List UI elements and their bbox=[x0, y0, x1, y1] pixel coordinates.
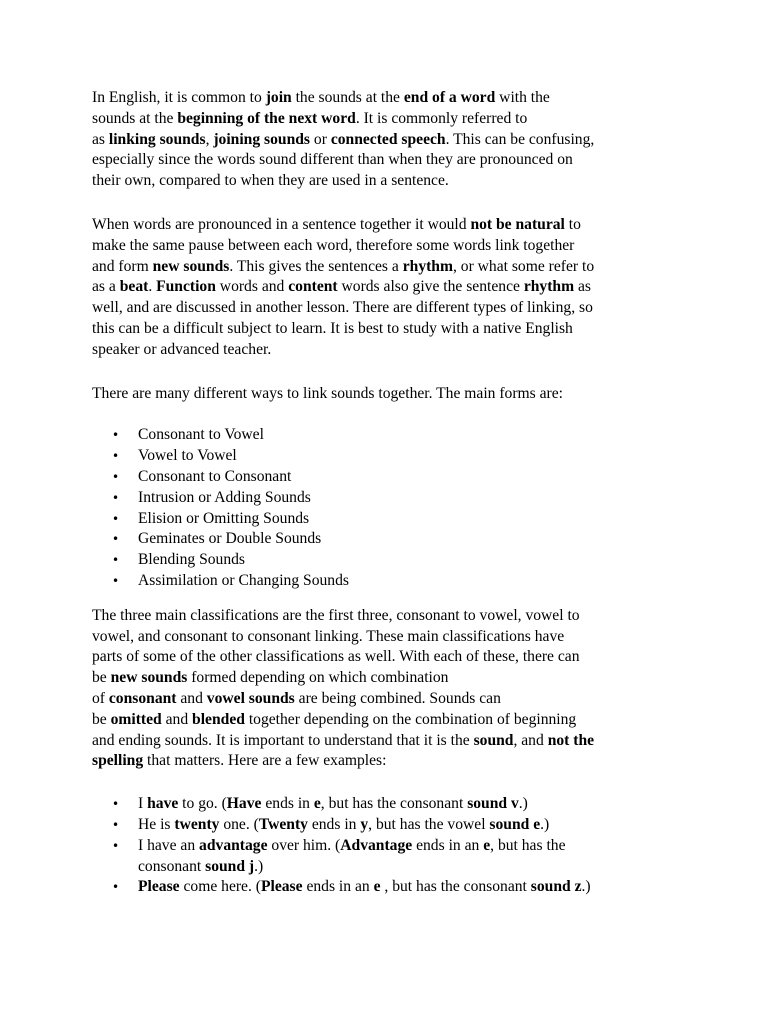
example-item bbox=[92, 794, 682, 815]
bold-term: blended bbox=[192, 710, 245, 728]
bullet-icon: • bbox=[112, 880, 120, 895]
bold-term: end of a word bbox=[403, 89, 496, 106]
rhythm-paragraph bbox=[92, 215, 682, 361]
bold-term: advantage bbox=[199, 836, 268, 854]
text-run: ends in bbox=[261, 795, 314, 813]
text-run: one. ( bbox=[219, 815, 259, 833]
bold-term: twenty bbox=[174, 815, 220, 833]
bold-term: e bbox=[483, 836, 491, 854]
text-run: .) bbox=[581, 878, 591, 896]
bold-term: joining sounds bbox=[213, 130, 311, 148]
list-item-label: Intrusion or Adding Sounds bbox=[138, 488, 311, 506]
bold-term: Please bbox=[260, 878, 303, 896]
list-item bbox=[92, 425, 682, 446]
text-run: , bbox=[205, 130, 214, 148]
text-run: He is bbox=[138, 815, 175, 833]
text-run: I have an bbox=[138, 836, 200, 854]
example-text bbox=[138, 816, 549, 833]
bullet-icon: • bbox=[112, 553, 120, 568]
bold-term: sound j bbox=[205, 857, 255, 875]
bullet-icon: • bbox=[112, 449, 120, 464]
text-run: with the sounds at the bbox=[92, 89, 550, 127]
text-run: to make the same pause between each word, therefore some words link together and form bbox=[92, 215, 581, 275]
list-item bbox=[92, 509, 682, 530]
bold-term: Twenty bbox=[258, 815, 308, 833]
text-run: ends in an bbox=[302, 878, 374, 896]
bold-term: not the spelling bbox=[92, 731, 595, 770]
bold-term: consonant bbox=[108, 689, 177, 707]
example-item bbox=[92, 836, 682, 878]
bullet-icon: • bbox=[112, 838, 120, 853]
bold-term: e bbox=[373, 878, 381, 896]
text-run: words also give the sentence bbox=[337, 278, 524, 296]
intro-paragraph bbox=[92, 88, 682, 192]
bold-term: rhythm bbox=[402, 257, 453, 275]
text-run: or bbox=[310, 130, 331, 148]
bold-term: Have bbox=[226, 795, 262, 813]
text-run: as well, and are discussed in another lesson. There are different types of linking, so this can be a difficult subject to learn. It is best to study with a native English speaker or advanced teacher. bbox=[92, 278, 593, 358]
list-item bbox=[92, 571, 682, 592]
text-run: . This gives the sentences a bbox=[229, 257, 403, 275]
bold-term: have bbox=[147, 795, 179, 813]
text-run: .) bbox=[540, 815, 550, 833]
text-run: together depending on the combination of beginning and ending sounds. It is important to understand that it is the bbox=[92, 710, 577, 749]
text-run: to go. ( bbox=[178, 795, 227, 813]
bold-term: Please bbox=[138, 878, 180, 896]
bullet-icon: • bbox=[112, 511, 120, 526]
bullet-icon: • bbox=[112, 428, 120, 443]
text-run: .) bbox=[254, 857, 264, 875]
text-run: In English, it is common to bbox=[92, 89, 266, 106]
list-item bbox=[92, 467, 682, 488]
bold-term: Advantage bbox=[340, 836, 413, 854]
list-item-label: Assimilation or Changing Sounds bbox=[138, 571, 349, 589]
text-run: The three main classifications are the first three, consonant to vowel, vowel to vowel, and consonant to consonant linking. These main classifications have parts of some of the other classifications as well. With each of these, there can be bbox=[92, 606, 580, 687]
text-run: , but has the consonant bbox=[138, 836, 566, 875]
bold-term: sound bbox=[473, 731, 514, 749]
list-item-label: Geminates or Double Sounds bbox=[138, 530, 322, 548]
bold-term: beginning of the next word bbox=[177, 109, 356, 127]
bold-term: not be natural bbox=[470, 215, 565, 233]
list-item-label: Elision or Omitting Sounds bbox=[138, 509, 310, 527]
bullet-icon: • bbox=[112, 532, 120, 547]
bullet-icon: • bbox=[112, 573, 120, 588]
text-run: are being combined. Sounds can be bbox=[92, 689, 501, 728]
text-run: . This can be confusing, especially since the words sound different than when they are pronounced on their own, compared to when they are used in a sentence. bbox=[92, 130, 595, 190]
text-run: ends in an bbox=[412, 836, 484, 854]
text-run: , but has the consonant bbox=[320, 795, 468, 813]
bold-term: join bbox=[265, 89, 292, 106]
list-item-label: Vowel to Vowel bbox=[138, 447, 237, 465]
bold-term: new sounds bbox=[110, 669, 188, 687]
bold-term: linking sounds bbox=[108, 130, 206, 148]
bold-term: new sounds bbox=[152, 257, 230, 275]
classifications-paragraph bbox=[92, 606, 682, 772]
list-item bbox=[92, 550, 682, 571]
bold-term: e bbox=[313, 795, 321, 813]
bold-term: rhythm bbox=[523, 278, 575, 296]
list-item bbox=[92, 488, 682, 509]
text-run: ends in bbox=[307, 815, 361, 833]
forms-intro-paragraph: There are many different ways to link sounds together. The main forms are: bbox=[92, 384, 563, 402]
list-item-label: Consonant to Vowel bbox=[138, 426, 264, 444]
linking-forms-list bbox=[92, 425, 682, 591]
bold-term: omitted bbox=[110, 710, 162, 728]
list-item bbox=[92, 446, 682, 467]
text-run: formed depending on which combination of bbox=[92, 669, 449, 707]
example-item bbox=[92, 815, 682, 836]
list-item-label: Consonant to Consonant bbox=[138, 467, 292, 485]
text-run: the sounds at the bbox=[291, 89, 404, 106]
bold-term: beat bbox=[119, 278, 149, 296]
bold-term: vowel sounds bbox=[206, 689, 295, 707]
text-run: that matters. Here are a few examples: bbox=[143, 752, 387, 770]
examples-list bbox=[92, 794, 682, 898]
bullet-icon: • bbox=[112, 469, 120, 484]
bold-term: connected speech bbox=[330, 130, 446, 148]
list-item bbox=[92, 529, 682, 550]
text-run: , or what some refer to as a bbox=[92, 257, 595, 296]
bold-term: content bbox=[288, 278, 338, 296]
text-run: . bbox=[148, 278, 157, 296]
example-text bbox=[138, 795, 528, 812]
text-run: , and bbox=[513, 731, 548, 749]
text-run: When words are pronounced in a sentence together it would bbox=[92, 215, 471, 233]
bold-term: sound z bbox=[530, 878, 582, 896]
text-run: come here. ( bbox=[179, 878, 261, 896]
example-item bbox=[92, 877, 682, 898]
bullet-icon: • bbox=[112, 817, 120, 832]
text-run: and bbox=[161, 710, 193, 728]
example-text bbox=[138, 837, 566, 875]
bold-term: Function bbox=[156, 278, 216, 296]
text-run: , but has the consonant bbox=[380, 878, 531, 896]
text-run: and bbox=[176, 689, 207, 707]
bold-term: sound e bbox=[489, 815, 541, 833]
text-run: I bbox=[138, 795, 148, 813]
document-body bbox=[92, 88, 682, 898]
bold-term: sound v bbox=[467, 795, 519, 813]
text-run: . It is commonly referred to as bbox=[92, 109, 528, 148]
list-item-label: Blending Sounds bbox=[138, 551, 246, 569]
text-run: .) bbox=[518, 795, 528, 813]
example-text bbox=[138, 878, 591, 895]
bullet-icon: • bbox=[112, 797, 120, 812]
text-run: , but has the vowel bbox=[368, 815, 490, 833]
bullet-icon: • bbox=[112, 490, 120, 505]
text-run: words and bbox=[215, 278, 289, 296]
text-run: over him. ( bbox=[267, 836, 341, 854]
bold-term: y bbox=[360, 815, 369, 833]
